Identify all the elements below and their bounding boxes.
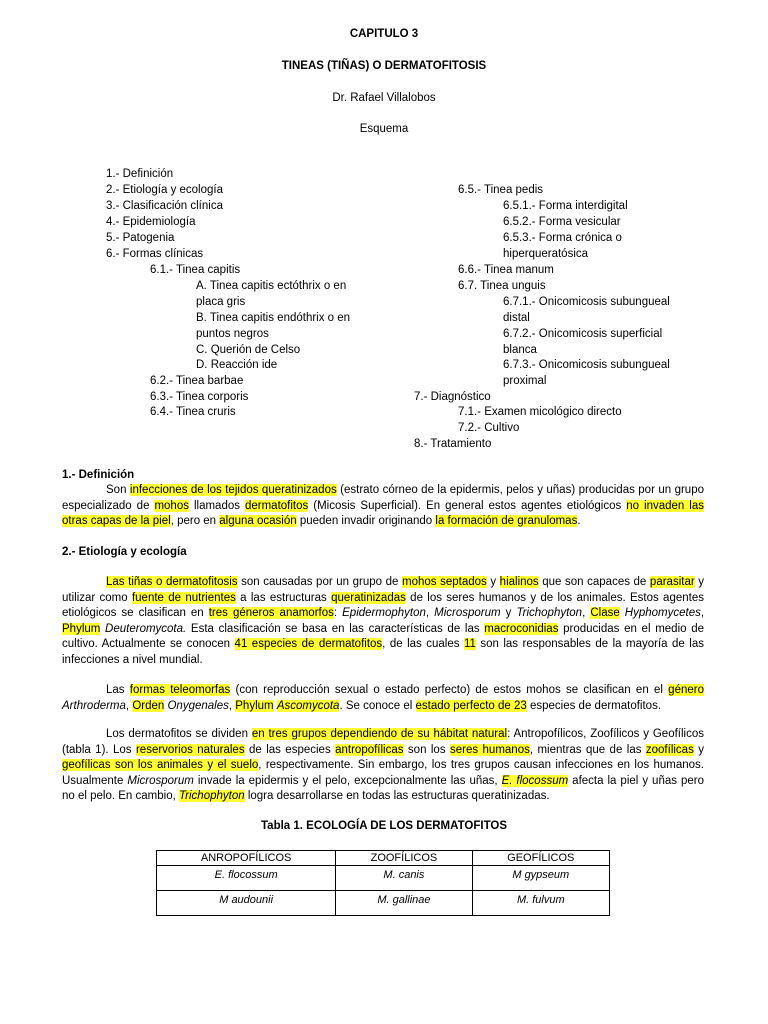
outline-item: 6.1.- Tinea capitis bbox=[150, 264, 241, 276]
outline-item: distal bbox=[503, 312, 530, 324]
outline-item: 6.5.- Tinea pedis bbox=[458, 184, 544, 196]
outline-item: placa gris bbox=[196, 296, 246, 308]
ecology-table bbox=[156, 850, 610, 916]
outline-item: D. Reacción ide bbox=[196, 359, 278, 371]
table-cell: M. gallinae bbox=[336, 891, 472, 916]
outline-item: 4.- Epidemiología bbox=[106, 216, 196, 228]
outline-item: 6.7.1.- Onicomicosis subungueal bbox=[503, 296, 670, 308]
table-cell: E. flocossum bbox=[157, 866, 336, 891]
outline-item: 6.7. Tinea unguis bbox=[458, 280, 546, 292]
outline-item: 6.5.1.- Forma interdigital bbox=[503, 200, 628, 212]
outline-item: blanca bbox=[503, 344, 537, 356]
table-cell: M. fulvum bbox=[472, 891, 609, 916]
document-title: TINEAS (TIÑAS) O DERMATOFITOSIS bbox=[281, 60, 487, 72]
table-cell: M. canis bbox=[336, 866, 472, 891]
chapter-label: CAPITULO 3 bbox=[349, 28, 419, 40]
outline-item: proximal bbox=[503, 375, 547, 387]
etiology-paragraph-1: Las tiñas o dermatofitosis son causadas por un grupo de mohos septados y hialinos que son capaces de parasitar y utilizar como fuente de nutrientes a las estructuras queratinizadas de los seres humanos y de los animales. Estos agentes etiológicos se clasifican en tres géneros anamorfos: Epidermophyton, Microsporum y Trichophyton, Clase Hyphomycetes, Phylum Deuteromycota. Esta clasificación se basa en las características de las macroconidias producidas en el medio de cultivo. Actualmente se conocen 41 especies de dermatofitos, de las cuales 11 son las responsables de la mayoría de las infecciones a nivel mundial. bbox=[62, 576, 705, 666]
table-header-cell: ZOOFÍLICOS bbox=[336, 851, 472, 866]
outline-item: 7.1.- Examen micológico directo bbox=[458, 406, 622, 418]
table-header-cell: ANROPOFÍLICOS bbox=[157, 851, 336, 866]
table-cell: M audounii bbox=[157, 891, 336, 916]
outline-item: hiperqueratósica bbox=[503, 248, 589, 260]
outline-item: 5.- Patogenia bbox=[106, 232, 175, 244]
author-name: Dr. Rafael Villalobos bbox=[332, 92, 436, 104]
outline-item: 8.- Tratamiento bbox=[414, 438, 492, 450]
outline-item: C. Querión de Celso bbox=[196, 344, 301, 356]
outline-item: 3.- Clasificación clínica bbox=[106, 200, 223, 212]
outline-item: 6.- Formas clínicas bbox=[106, 248, 204, 260]
outline-item: 7.2.- Cultivo bbox=[458, 422, 520, 434]
table-header-row bbox=[157, 851, 610, 866]
outline-item: 1.- Definición bbox=[106, 168, 174, 180]
outline-item: 6.3.- Tinea corporis bbox=[150, 391, 249, 403]
table-header-cell: GEOFÍLICOS bbox=[472, 851, 609, 866]
table-cell: M gypseum bbox=[472, 866, 609, 891]
outline-item: 6.5.2.- Forma vesicular bbox=[503, 216, 621, 228]
outline-item: 2.- Etiología y ecología bbox=[106, 184, 223, 196]
outline-item: 6.7.3.- Onicomicosis subungueal bbox=[503, 359, 670, 371]
table-title: Tabla 1. ECOLOGÍA DE LOS DERMATOFITOS bbox=[261, 820, 507, 832]
outline-item: 6.5.3.- Forma crónica o bbox=[503, 232, 622, 244]
outline-item: B. Tinea capitis endóthrix o en bbox=[196, 312, 351, 324]
outline-item: 7.- Diagnóstico bbox=[414, 391, 491, 403]
outline-label: Esquema bbox=[359, 123, 409, 135]
etiology-paragraph-3: Los dermatofitos se dividen en tres grupos dependiendo de su hábitat natural: Antropofílicos, Zoofílicos y Geofílicos (tabla 1). Los reservorios naturales de las especies antropofílicas son los seres humanos, mientras que de las zoofílicas y geofílicas son los animales y el suelo, respectivamente. Sin embargo, los tres grupos causan infecciones en los humanos. Usualmente Microsporum invade la epidermis y el pelo, excepcionalmente las uñas, E. flocossum afecta la piel y uñas pero no el pelo. En cambio, Trichophyton logra desarrollarse en todas las estructuras queratinizadas. bbox=[62, 728, 704, 803]
outline-item: 6.4.- Tinea cruris bbox=[150, 406, 236, 418]
outline-item: 6.2.- Tinea barbae bbox=[150, 375, 244, 387]
outline-item: A. Tinea capitis ectóthrix o en bbox=[196, 280, 347, 292]
section-heading-etiology: 2.- Etiología y ecología bbox=[62, 546, 187, 558]
table-row bbox=[157, 866, 610, 891]
outline-item: 6.7.2.- Onicomicosis superficial bbox=[503, 328, 663, 340]
definition-paragraph: Son infecciones de los tejidos queratinizados (estrato córneo de la epidermis, pelos y uñas) producidas por un grupo especializado de mohos llamados dermatofitos (Micosis Superficial). En general estos agentes etiológicos no invaden las otras capas de la piel, pero en alguna ocasión pueden invadir originando la formación de granulomas. bbox=[62, 484, 704, 528]
etiology-paragraph-2: Las formas teleomorfas (con reproducción sexual o estado perfecto) de estos mohos se clasifican en el género Arthroderma, Orden Onygenales, Phylum Ascomycota. Se conoce el estado perfecto de 23 especies de dermatofitos. bbox=[62, 684, 704, 712]
outline-item: 6.6.- Tinea manum bbox=[458, 264, 554, 276]
section-heading-definition: 1.- Definición bbox=[62, 469, 135, 481]
outline-item: puntos negros bbox=[196, 328, 269, 340]
table-row bbox=[157, 891, 610, 916]
